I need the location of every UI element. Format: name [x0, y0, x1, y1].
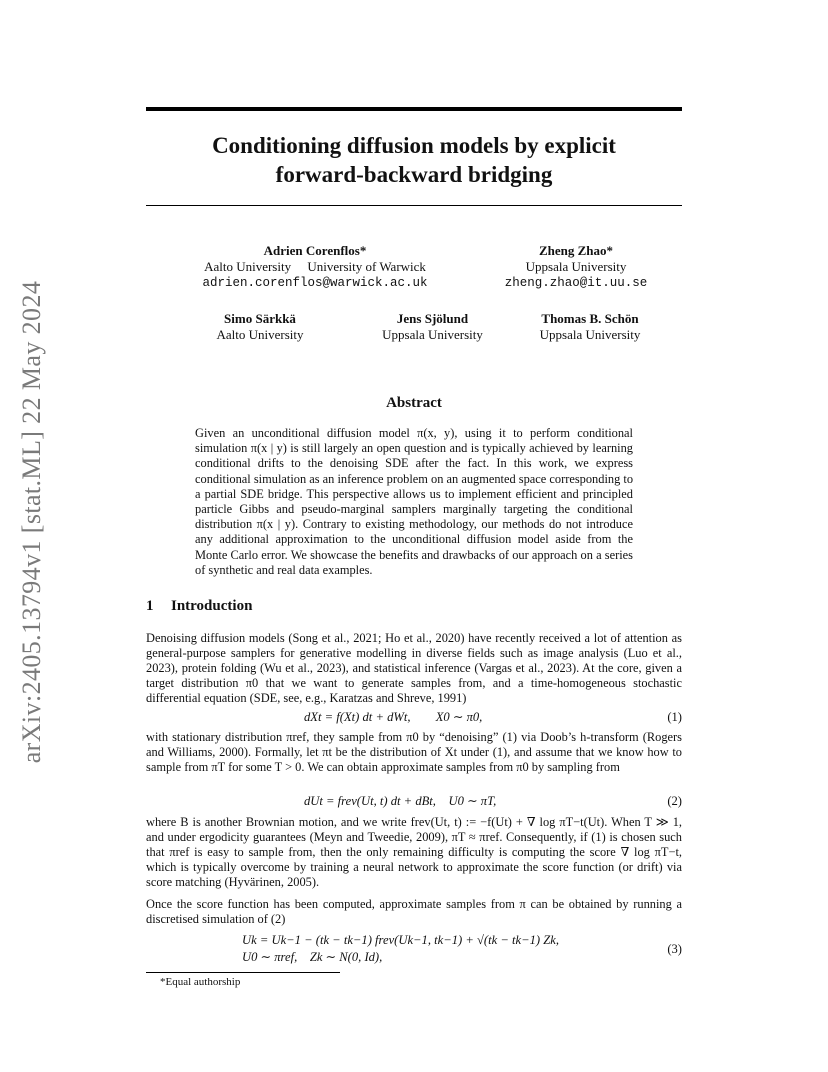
author-email: zheng.zhao@it.uu.se — [504, 276, 648, 290]
arxiv-id: arXiv:2405.13794v1 [stat.ML] 22 May 2024 — [17, 280, 46, 764]
section-heading — [146, 598, 252, 615]
author-name: Thomas B. Schön — [541, 311, 639, 326]
paragraph-3: where B is another Brownian motion, and we write frev(Ut, t) := −f(Ut) + ∇ log πT−t(Ut). When T ≫ 1, and under ergodicity guarantees (Meyn and Tweedie, 2009), πT ≈ πref. Consequently, if (1) is chosen such that πref is easy to sample from, then the only remaining difficulty is computing the score ∇ log πT−t, which is typically overcome by training a neural network to approximate the score function (or drift) via score matching (Hyvärinen, 2005). — [146, 815, 682, 890]
footnote-rule — [146, 972, 340, 973]
author-affiliation: Aalto University — [216, 327, 304, 342]
paragraph-4: Once the score function has been computed, approximate samples from π can be obtained by running a discretised simulation of (2) — [146, 897, 682, 927]
equation-1 — [146, 710, 682, 726]
equation-1-body: dXt = f(Xt) dt + dWt, X0 ∼ π0, — [304, 710, 483, 724]
author-name: Jens Sjölund — [396, 311, 469, 326]
equation-3-line-1: Uk = Uk−1 − (tk − tk−1) frev(Uk−1, tk−1) + √(tk − tk−1) Zk, — [242, 933, 559, 947]
title-line-1: Conditioning diffusion models by explicit — [212, 133, 616, 158]
author-affiliation: Aalto University University of Warwick — [204, 259, 426, 274]
equation-3-line-2: U0 ∼ πref, Zk ∼ N(0, Id), — [242, 950, 383, 964]
equation-3-number: (3) — [667, 942, 682, 956]
author-block-sarkka — [190, 311, 330, 343]
author-block-sjolund — [365, 311, 500, 343]
title-line-2: forward-backward bridging — [275, 162, 553, 187]
paragraph-2: with stationary distribution πref, they sample from π0 by “denoising” (1) via Doob’s h-transform (Rogers and Williams, 2000). Formally, let πt be the distribution of Xt under (1), and assume that we know how to sample from πT for some T > 0. We can obtain approximate samples from π0 by sampling from — [146, 730, 682, 775]
author-name: Simo Särkkä — [224, 311, 296, 326]
author-name: Adrien Corenflos* — [263, 243, 367, 258]
author-affiliation: Uppsala University — [525, 259, 627, 274]
author-name: Zheng Zhao* — [538, 243, 614, 258]
abstract-heading: Abstract — [386, 395, 442, 411]
author-block-zhao — [476, 243, 676, 291]
paper-title — [146, 131, 682, 189]
equation-2 — [146, 794, 682, 810]
equation-2-number: (2) — [667, 794, 682, 808]
author-affiliation: Uppsala University — [539, 327, 641, 342]
arxiv-stamp — [12, 272, 52, 772]
title-rule-top — [146, 107, 682, 111]
section-title: Introduction — [171, 598, 253, 614]
footnote-equal-authorship: *Equal authorship — [160, 976, 241, 988]
equation-2-body: dUt = frev(Ut, t) dt + dBt, U0 ∼ πT, — [304, 794, 497, 808]
author-affiliation: Uppsala University — [382, 327, 483, 342]
abstract-text: Given an unconditional diffusion model π(x, y), using it to perform conditional simulation π(x | y) is still largely an open question and is typically achieved by learning conditional drifts to the denoising SDE after the fact. In this work, we express conditional simulation as an inference problem on an augmented space corresponding to a partial SDE bridge. This perspective allows us to implement efficient and principled particle Gibbs and pseudo-marginal samplers marginally targeting the conditional distribution π(x | y). Contrary to existing methodology, our methods do not introduce any additional approximation to the unconditional diffusion model aside from the Monte Carlo error. We showcase the benefits and drawbacks of our approach on a series of synthetic and real data examples. — [195, 426, 634, 577]
title-rule-bottom — [146, 205, 682, 206]
paragraph-1: Denoising diffusion models (Song et al., 2021; Ho et al., 2020) have recently received a lot of attention as general-purpose samplers for generative modelling in diverse fields such as image analysis (Luo et al., 2023), protein folding (Wu et al., 2023), and statistical inference (Vargas et al., 2023). At the core, given a target distribution π0 that we want to generate samples from, and a time-homogeneous stochastic differential equation (SDE, see, e.g., Karatzas and Shreve, 1991) — [146, 631, 682, 706]
equation-1-number: (1) — [667, 710, 682, 724]
section-number: 1 — [146, 598, 154, 614]
author-block-corenflos — [190, 243, 440, 291]
author-email: adrien.corenflos@warwick.ac.uk — [202, 276, 428, 290]
equation-3 — [146, 933, 682, 967]
author-block-schon — [522, 311, 658, 343]
